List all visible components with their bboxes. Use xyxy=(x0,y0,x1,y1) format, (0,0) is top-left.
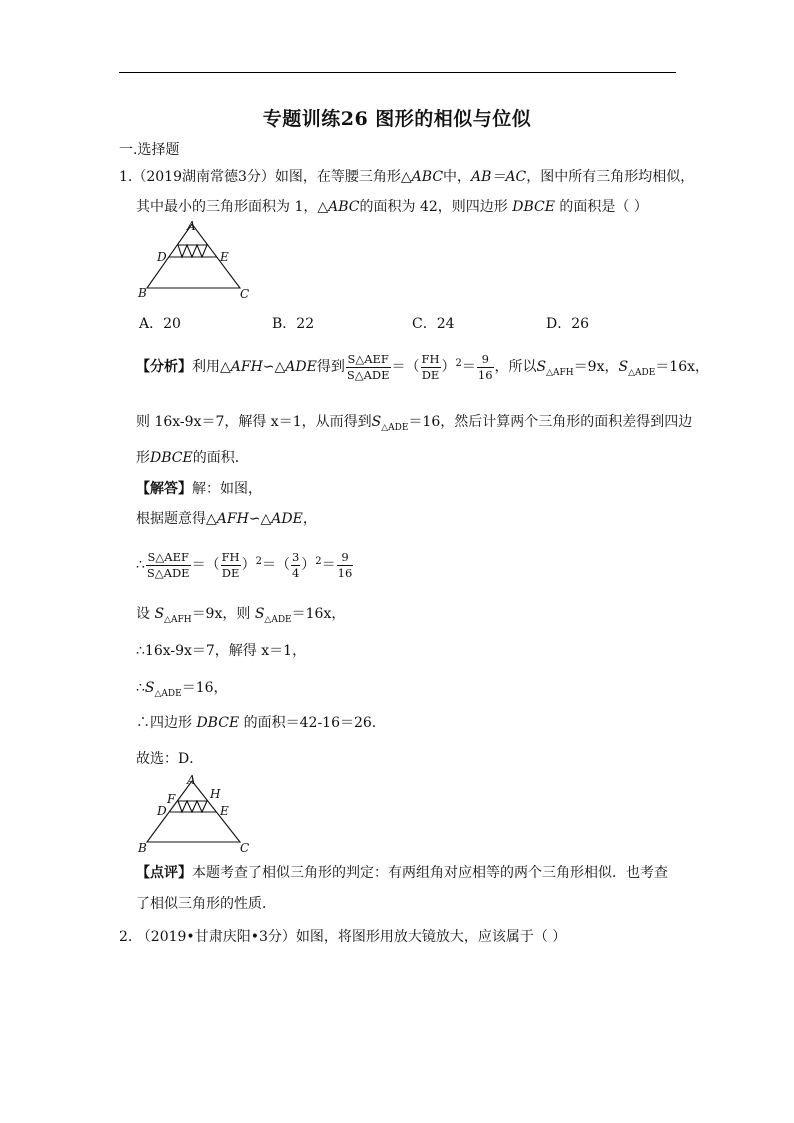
analysis-line1: 【分析】利用△AFH∽△ADE得到 $\frac{\text{S△AEF}}{\text{S△ADE}}$ ＝（ $\frac{FH}{DE}$ ）$^2$＝ $\frac{9}{16}$ ，所以$S_{\triangle AFH}=9x$，$S_{\triangle ADE}=16x$， xyxy=(136,351,709,382)
q1-line1: 1.（2019湖南常德3分）如图，在等腰三角形△ABC中，AB＝AC，图中所有三角形均相似， xyxy=(119,169,695,185)
solution-line6: $\therefore S_{\triangle ADE}=16$， xyxy=(136,680,228,699)
fraction-fh-de: $\frac{FH}{DE}$ xyxy=(421,351,440,382)
solution-line2: 根据题意得△AFH∽△ADE， xyxy=(136,511,317,527)
solution-line4: 设 $S_{\triangle AFH}=9x$，则 $S_{\triangle ADE}=16x$， xyxy=(136,606,346,625)
solution-line3: ∴ $\frac{\text{S△AEF}}{\text{S△ADE}}$ ＝（ $\frac{FH}{DE}$ ）$^2$＝（ $\frac{3}{4}$ ）$^2$＝ $\frac{9}{16}$ xyxy=(136,549,353,580)
q1-line2: 其中最小的三角形面积为 1，△ABC的面积为 42，则四边形 DBCE 的面积是（ ） xyxy=(136,199,648,215)
fraction-area-ratio-2: $\frac{\text{S△AEF}}{\text{S△ADE}}$ xyxy=(146,549,190,580)
solution-line5: ∴16x-9x＝7，解得 x＝1， xyxy=(136,643,307,659)
label-H: H xyxy=(210,787,221,801)
option-d[interactable]: D．26 xyxy=(546,316,590,332)
solution-line8: 故选：D． xyxy=(136,751,204,767)
label-B: B xyxy=(138,286,147,300)
option-b[interactable]: B．22 xyxy=(272,316,315,332)
label-E: E xyxy=(220,250,229,264)
option-a[interactable]: A．20 xyxy=(139,316,181,332)
q1-triangle-figure xyxy=(134,218,264,306)
label-D: D xyxy=(157,804,167,818)
comment-line1: 【点评】本题考查了相似三角形的判定：有两组角对应相等的两个三角形相似．也考查 xyxy=(136,865,668,881)
header-rule xyxy=(119,72,676,73)
fraction-3-4: $\frac{3}{4}$ xyxy=(291,549,300,580)
label-D: D xyxy=(157,250,167,264)
solution-line1: 【解答】解：如图， xyxy=(136,481,262,497)
option-c[interactable]: C．24 xyxy=(412,316,455,332)
solution-triangle-figure xyxy=(134,770,264,858)
page-title: 专题训练26 图形的相似与位似 xyxy=(262,108,532,130)
solution-line7: ∴四边形 DBCE 的面积＝42-16＝26． xyxy=(136,715,386,731)
label-C: C xyxy=(240,841,250,855)
analysis-line2: 则 16x-9x＝7，解得 x＝1，从而得到$S_{\triangle ADE}=16$，然后计算两个三角形的面积差得到四边 xyxy=(136,414,693,433)
label-F: F xyxy=(167,792,176,806)
analysis-line3: 形DBCE的面积． xyxy=(136,450,249,466)
label-B: B xyxy=(138,841,147,855)
fraction-9-16-2: $\frac{9}{16}$ xyxy=(337,549,353,580)
section-heading: 一.选择题 xyxy=(119,142,180,158)
label-A: A xyxy=(187,773,196,787)
comment-line2: 了相似三角形的性质． xyxy=(136,896,276,912)
q2-line1: 2. （2019•甘肃庆阳•3分）如图，将图形用放大镜放大，应该属于（ ） xyxy=(119,929,567,945)
label-E: E xyxy=(220,804,229,818)
fraction-9-16: $\frac{9}{16}$ xyxy=(477,351,493,382)
fraction-area-ratio: $\frac{\text{S△AEF}}{\text{S△ADE}}$ xyxy=(346,351,390,382)
label-C: C xyxy=(240,287,250,301)
label-A: A xyxy=(187,219,196,233)
fraction-fh-de-2: $\frac{FH}{DE}$ xyxy=(221,549,240,580)
